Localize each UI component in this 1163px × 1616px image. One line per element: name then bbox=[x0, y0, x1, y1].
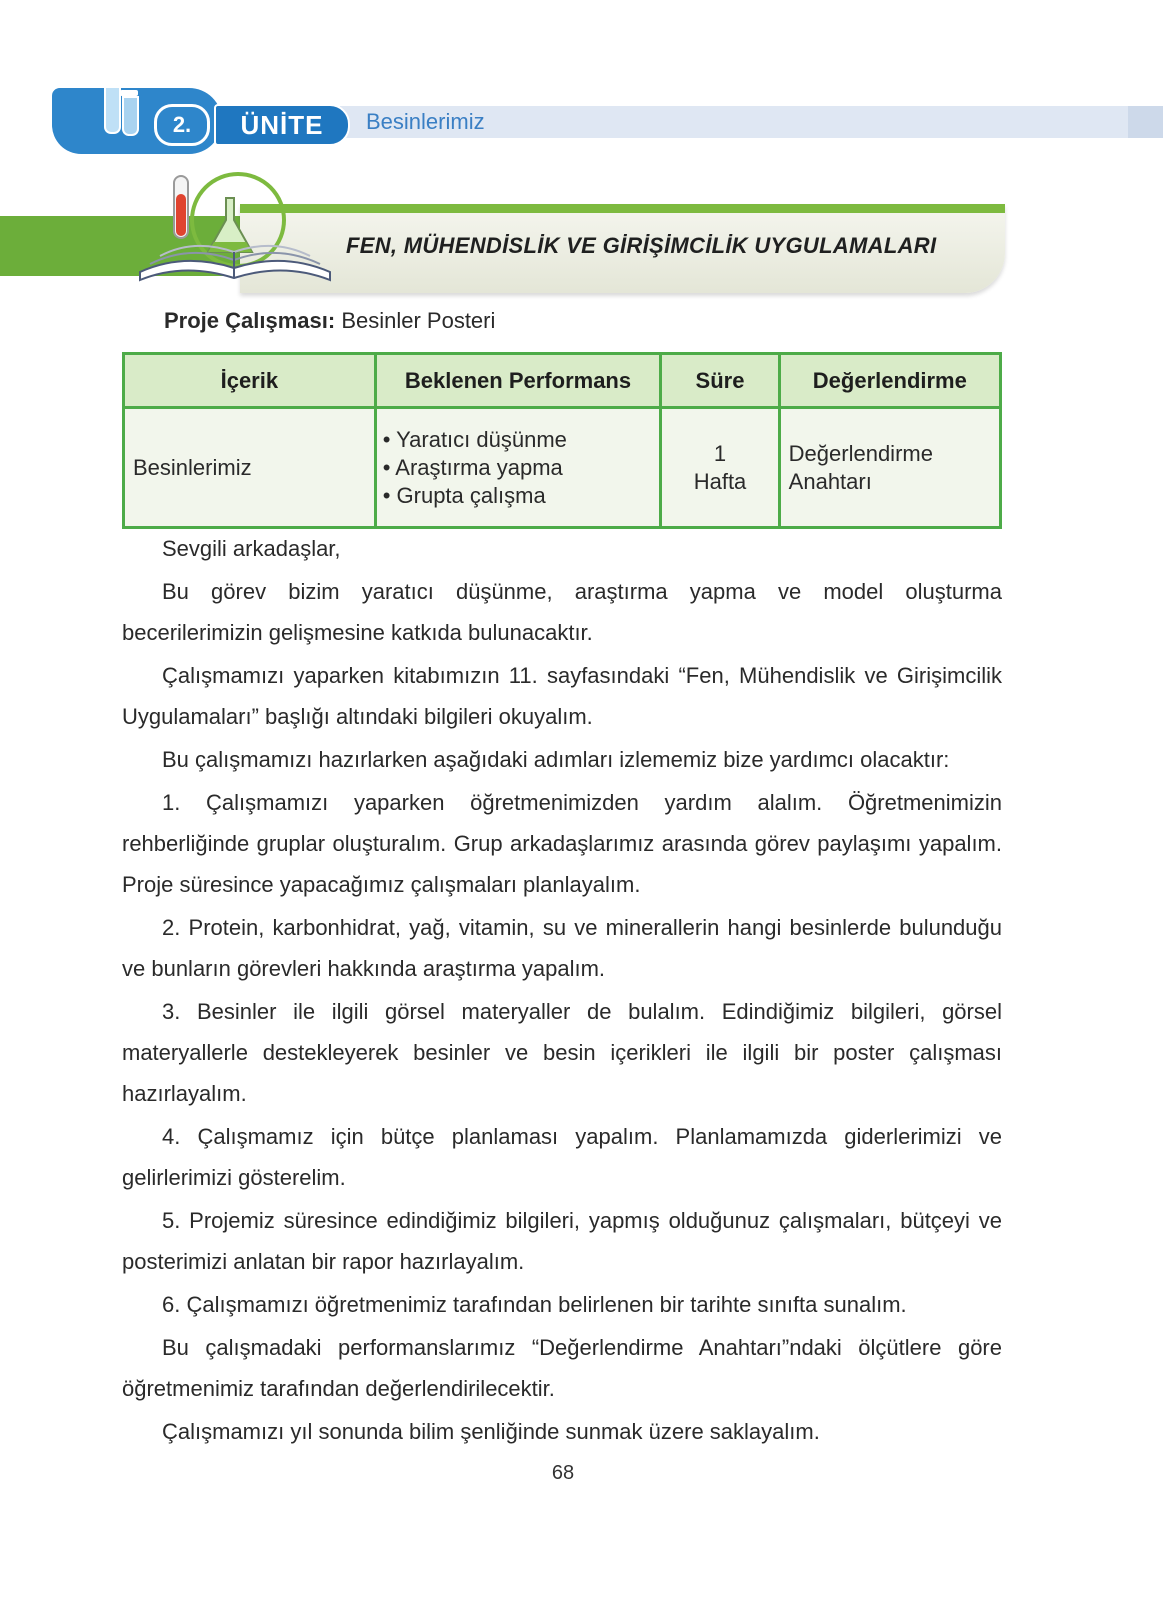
unit-title-bar-end bbox=[1128, 106, 1163, 138]
step-1: 1. Çalışmamızı yaparken öğretmenimizden yardım alalım. Öğretmenimizin rehberliğinde gruplar oluşturalım. Grup arkadaşlarımız arasında görev paylaşımı yapalım. Proje süresince yapacağımız çalışmaları planlayalım. bbox=[122, 790, 1002, 897]
table-row bbox=[124, 408, 1001, 528]
paragraph: Bu çalışmamızı hazırlarken aşağıdaki adımları izlememiz bize yardımcı olacaktır: bbox=[162, 747, 950, 772]
unit-number: 2. bbox=[154, 104, 210, 146]
cell-duration bbox=[661, 408, 779, 528]
body-text bbox=[122, 528, 1002, 1452]
header-evaluation: Değerlendirme bbox=[779, 354, 1000, 408]
unit-title: Besinlerimiz bbox=[366, 109, 485, 134]
step-5: 5. Projemiz süresince edindiğimiz bilgileri, yapmış olduğunuz çalışmaları, bütçeyi ve posterimizi anlatan bir rapor hazırlayalım. bbox=[122, 1208, 1002, 1274]
project-plan-table bbox=[122, 352, 1002, 529]
paragraph: Çalışmamızı yaparken kitabımızın 11. sayfasındaki “Fen, Mühendislik ve Girişimcilik Uygulamaları” başlığı altındaki bilgileri okuyalım. bbox=[122, 663, 1002, 729]
step-6: 6. Çalışmamızı öğretmenimiz tarafından belirlenen bir tarihte sınıfta sunalım. bbox=[162, 1292, 907, 1317]
evaluation-line-2: Anahtarı bbox=[788, 468, 872, 494]
performance-list bbox=[383, 426, 659, 510]
paragraph: Bu görev bizim yaratıcı düşünme, araştırma yapma ve model oluşturma becerilerimizin gelişmesine katkıda bulunacaktır. bbox=[122, 579, 1002, 645]
table-header-row bbox=[124, 354, 1001, 408]
cell-performance bbox=[375, 408, 661, 528]
cell-evaluation bbox=[779, 408, 1000, 528]
step-3: 3. Besinler ile ilgili görsel materyaller de bulalım. Edindiğimiz bilgileri, görsel materyallerle destekleyerek besinler ve besin içerikleri ile ilgili bir poster çalışması hazırlayalım. bbox=[122, 999, 1002, 1106]
project-line bbox=[164, 306, 495, 336]
project-label: Proje Çalışması: bbox=[164, 308, 336, 333]
page-number: 68 bbox=[551, 1462, 575, 1484]
cell-content: Besinlerimiz bbox=[124, 408, 376, 528]
duration-unit: Hafta bbox=[693, 468, 747, 494]
header-content: İçerik bbox=[124, 354, 376, 408]
step-2: 2. Protein, karbonhidrat, yağ, vitamin, su ve minerallerin hangi besinlerde bulunduğu ve bunların görevleri hakkında araştırma yapalım. bbox=[122, 915, 1002, 981]
header-performance: Beklenen Performans bbox=[375, 354, 661, 408]
paragraph: Çalışmamızı yıl sonunda bilim şenliğinde sunmak üzere saklayalım. bbox=[162, 1419, 820, 1444]
paragraph: Bu çalışmadaki performanslarımız “Değerlendirme Anahtarı”ndaki ölçütlere göre öğretmenimiz tarafından değerlendirilecektir. bbox=[122, 1335, 1002, 1401]
unit-header bbox=[0, 0, 1163, 170]
duration-value: 1 bbox=[713, 440, 727, 466]
greeting: Sevgili arkadaşlar, bbox=[162, 536, 341, 561]
list-item: • Grupta çalışma bbox=[383, 482, 659, 510]
section-title: FEN, MÜHENDİSLİK VE GİRİŞİMCİLİK UYGULAMALARI bbox=[346, 233, 937, 258]
project-name: Besinler Posteri bbox=[341, 308, 496, 333]
open-book-flask-icon bbox=[134, 168, 334, 284]
list-item: • Araştırma yapma bbox=[383, 454, 659, 482]
header-duration: Süre bbox=[661, 354, 779, 408]
evaluation-line-1: Değerlendirme bbox=[788, 440, 933, 466]
step-4: 4. Çalışmamız için bütçe planlaması yapalım. Planlamamızda giderlerimizi ve gelirlerimizi gösterelim. bbox=[122, 1124, 1002, 1190]
list-item: • Yaratıcı düşünme bbox=[383, 426, 659, 454]
unit-label: ÜNİTE bbox=[214, 104, 350, 146]
